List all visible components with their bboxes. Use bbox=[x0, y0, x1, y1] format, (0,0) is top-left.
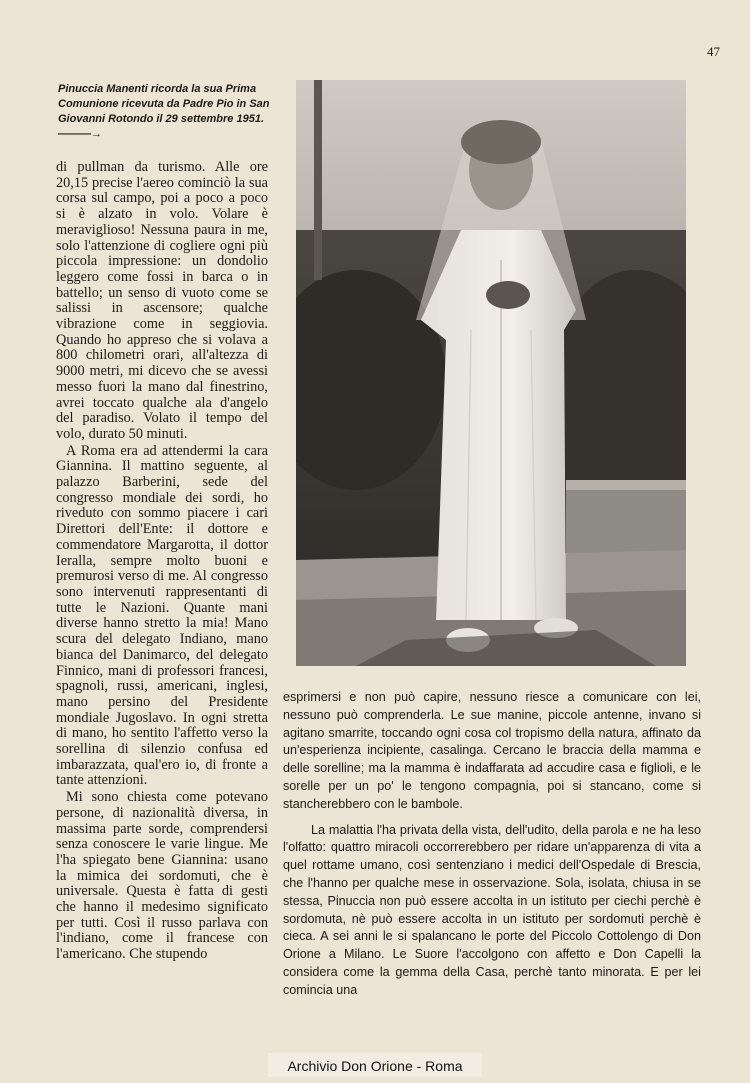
photo-caption bbox=[58, 82, 273, 142]
left-text-column bbox=[56, 160, 268, 963]
right-paragraph-1: esprimersi e non può capire, nessuno riesce a comunicare con lei, nessuno può comprenderla. Le sue manine, piccole antenne, invano si agitano smarrite, toccando ogni cosa col tropismo della natura, affinato da un'esperienza incipiente, casalinga. Cercano le braccia della mamma e delle sorelline; ma la mamma è indaffarata ad accudire casa e figlioli, e le sorelle per un po' le tengono compagnia, poi si stancano, come si stancherebbero con le bambole. bbox=[283, 690, 701, 811]
archive-footer: Archivio Don Orione - Roma bbox=[287, 1058, 463, 1074]
right-paragraph-2: La malattia l'ha privata della vista, dell'udito, della parola e ne ha leso l'olfatto: quattro miracoli occorrerebbero per ridare un'apparenza di vita a quel rottame umano, così sentenziano i medici dell'Ospedale di Brescia, che l'hanno per qualche mese in osservazione. Sola, isolata, chiusa in se stessa, Pinuccia non può essere accolta in un istituto per ciechi perchè è sordomuta, nè può essere accolta in un istituto per sordomuti perchè è cieca. A sei anni le si spalancano le porte del Piccolo Cottolengo di Don Orione a Milano. Le Suore l'accolgono con affetto e Don Capelli la considera come la gemma della Casa, perchè tanto minorata. E per lei comincia una bbox=[283, 822, 701, 997]
caption-arrow: ———→ bbox=[58, 128, 102, 140]
photo-illustration bbox=[296, 80, 686, 666]
left-paragraph-3: Mi sono chiesta come potevano persone, di nazionalità diversa, in massima parte sorde, comprendersi senza conoscere le varie lingue. Me l'ha spiegato bene Giannina: usano la mimica dei sordomuti, che è universale. Questa è fatta di gesti che hanno il medesimo significato per tutti. Così il russo parlava con l'indiano, come il francese con l'americano. Che stupendo bbox=[56, 789, 268, 963]
caption-text: Pinuccia Manenti ricorda la sua Prima Comunione ricevuta da Padre Pio in San Giovanni Rotondo il 29 settembre 1951. bbox=[58, 83, 270, 125]
right-text-column bbox=[283, 689, 701, 1000]
left-paragraph-2: A Roma era ad attendermi la cara Giannina. Il mattino seguente, al palazzo Barberini, sede del congresso mondiale dei sordi, ho riveduto con sommo piacere i cari Direttori dell'Ente: il dottore e commendatore Margarotta, il dottor Ieralla, sempre molto buoni e premurosi verso di me. Al congresso sono intervenuti rappresentanti di tutte le Nazioni. Quante mani diverse hanno stretto la mia! Mano scura del delegato Indiano, mano bianca del Danimarco, del delegato Finnico, mani di professori francesi, spagnoli, russi, americani, inglesi, mano persino del Presidente mondiale Jugoslavo. In ogni stretta di mano, ho sentito l'affetto verso la sorellina di silenzio confusa ed imbarazzata, qual'ero io, di fronte a tante attenzioni. bbox=[56, 442, 268, 789]
left-paragraph-1: di pullman da turismo. Alle ore 20,15 precise l'aereo cominciò la sua corsa sul campo, poi a poco a poco si è alzato in volo. Volare è meraviglioso! Nessuna paura in me, solo l'attenzione di cogliere ogni più piccola impressione: un dondolio leggero come fossi in barca o in battello; un senso di vuoto come se salissi in ascensore; qualche vibrazione come in seggiovia. Quando ho appreso che si volava a 800 chilometri orari, all'altezza di 9000 metri, mi dicevo che se avessi messo fuori la mano dal finestrino, avrei toccato qualche ala d'angelo del paradiso. Volato il tempo del volo, durato 50 minuti. bbox=[56, 159, 268, 442]
first-communion-girl-photo bbox=[296, 80, 686, 666]
page-number: 47 bbox=[707, 44, 720, 59]
